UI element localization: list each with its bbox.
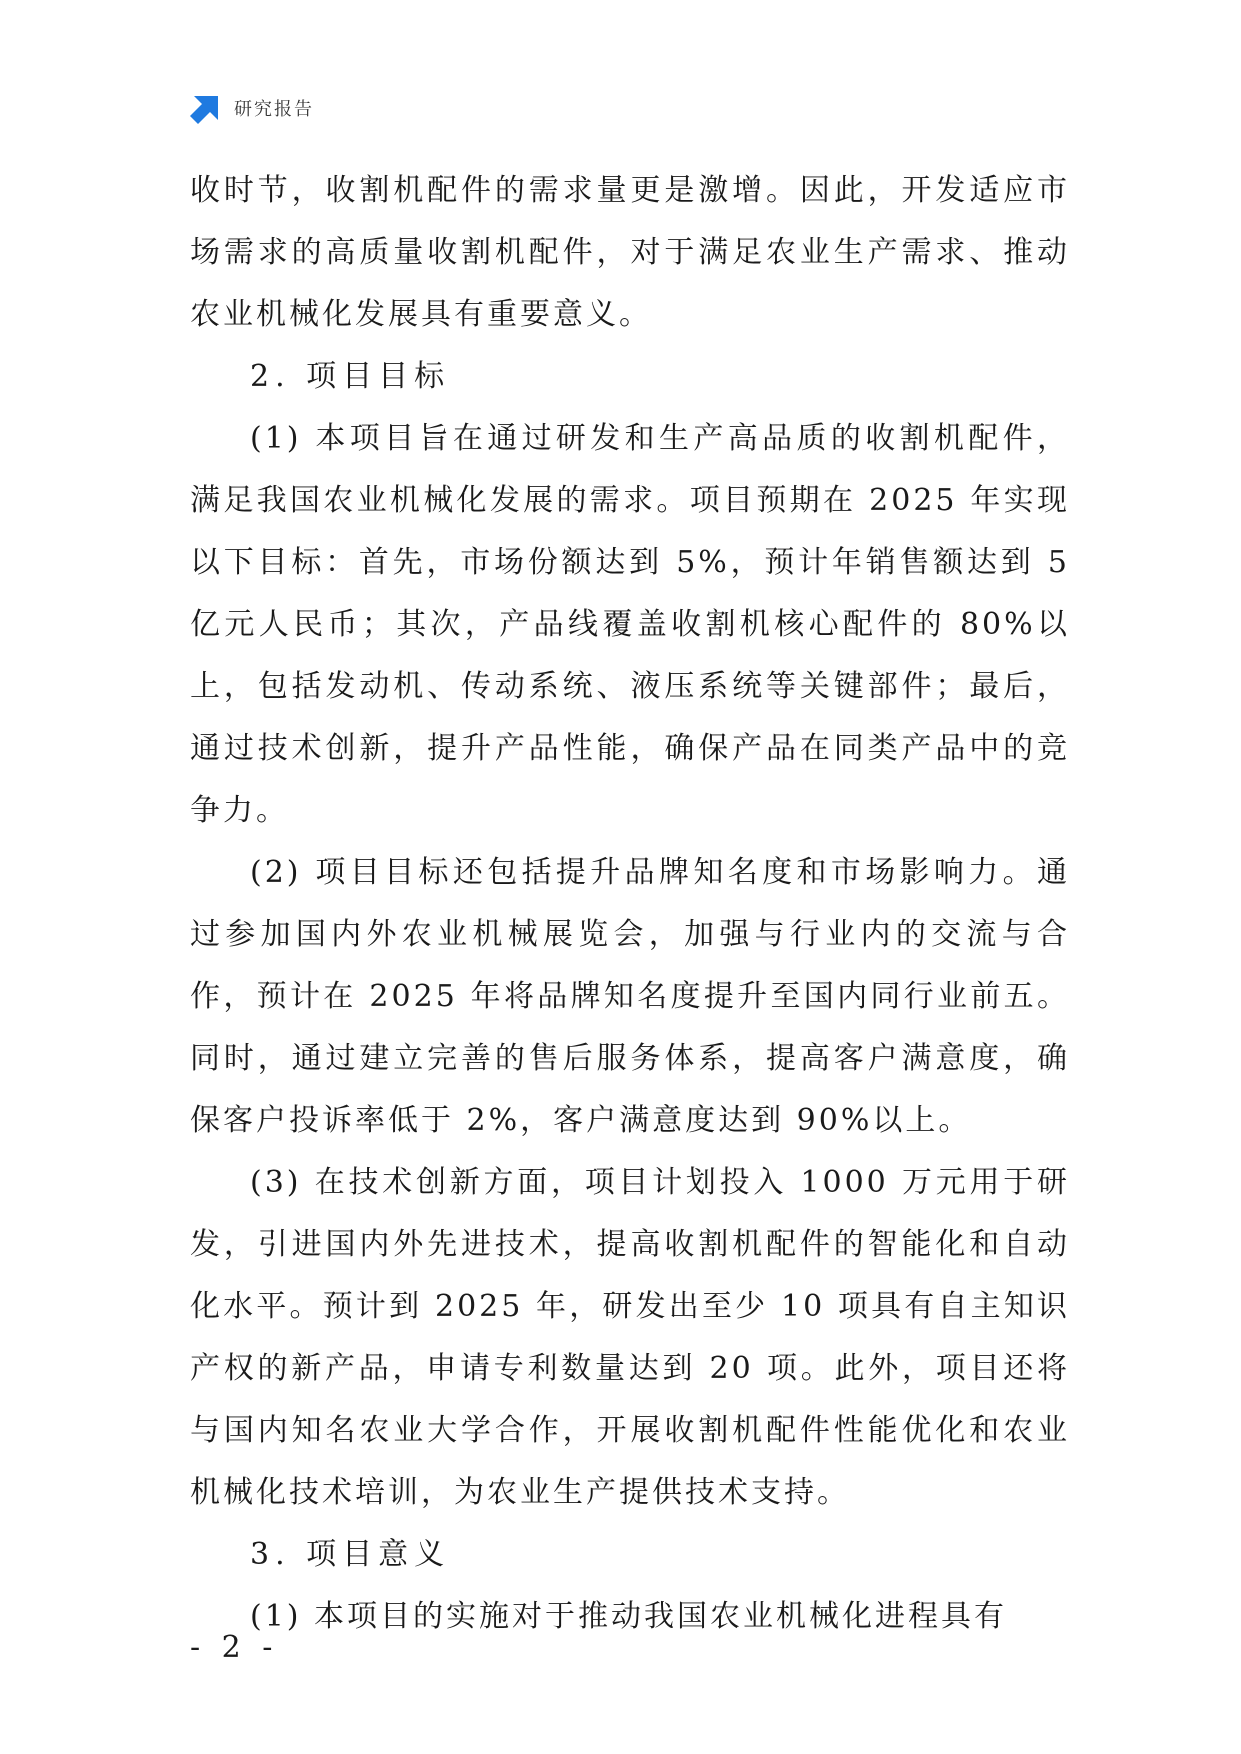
document-body [190, 160, 1070, 1648]
paragraph: 收时节，收割机配件的需求量更是激增。因此，开发适应市场需求的高质量收割机配件，对于满足农业生产需求、推动农业机械化发展具有重要意义。 [190, 173, 1070, 332]
paragraph: (1) 本项目旨在通过研发和生产高品质的收割机配件，满足我国农业机械化发展的需求。项目预期在 2025 年实现以下目标：首先，市场份额达到 5%，预计年销售额达到 5 亿元人民币；其次，产品线覆盖收割机核心配件的 80%以上，包括发动机、传动系统、液压系统等关键部件；最后，通过技术创新，提升产品性能，确保产品在同类产品中的竞争力。 [190, 421, 1070, 828]
paragraph: (2) 项目目标还包括提升品牌知名度和市场影响力。通过参加国内外农业机械展览会，加强与行业内的交流与合作，预计在 2025 年将品牌知名度提升至国内同行业前五。同时，通过建立完善的售后服务体系，提高客户满意度，确保客户投诉率低于 2%，客户满意度达到 90%以上。 [190, 855, 1070, 1138]
page-number: - 2 - [190, 1630, 279, 1665]
paragraph: (1) 本项目的实施对于推动我国农业机械化进程具有 [250, 1599, 1008, 1634]
arrow-up-right-logo-icon [190, 92, 222, 124]
header-title: 研究报告 [234, 99, 314, 120]
section-heading: 2. 项目目标 [250, 359, 451, 394]
page-header [190, 92, 314, 124]
paragraph: (3) 在技术创新方面，项目计划投入 1000 万元用于研发，引进国内外先进技术，提高收割机配件的智能化和自动化水平。预计到 2025 年，研发出至少 10 项具有自主知识产权的新产品，申请专利数量达到 20 项。此外，项目还将与国内知名农业大学合作，开展收割机配件性能优化和农业机械化技术培训，为农业生产提供技术支持。 [190, 1165, 1070, 1510]
section-heading: 3. 项目意义 [250, 1537, 451, 1572]
